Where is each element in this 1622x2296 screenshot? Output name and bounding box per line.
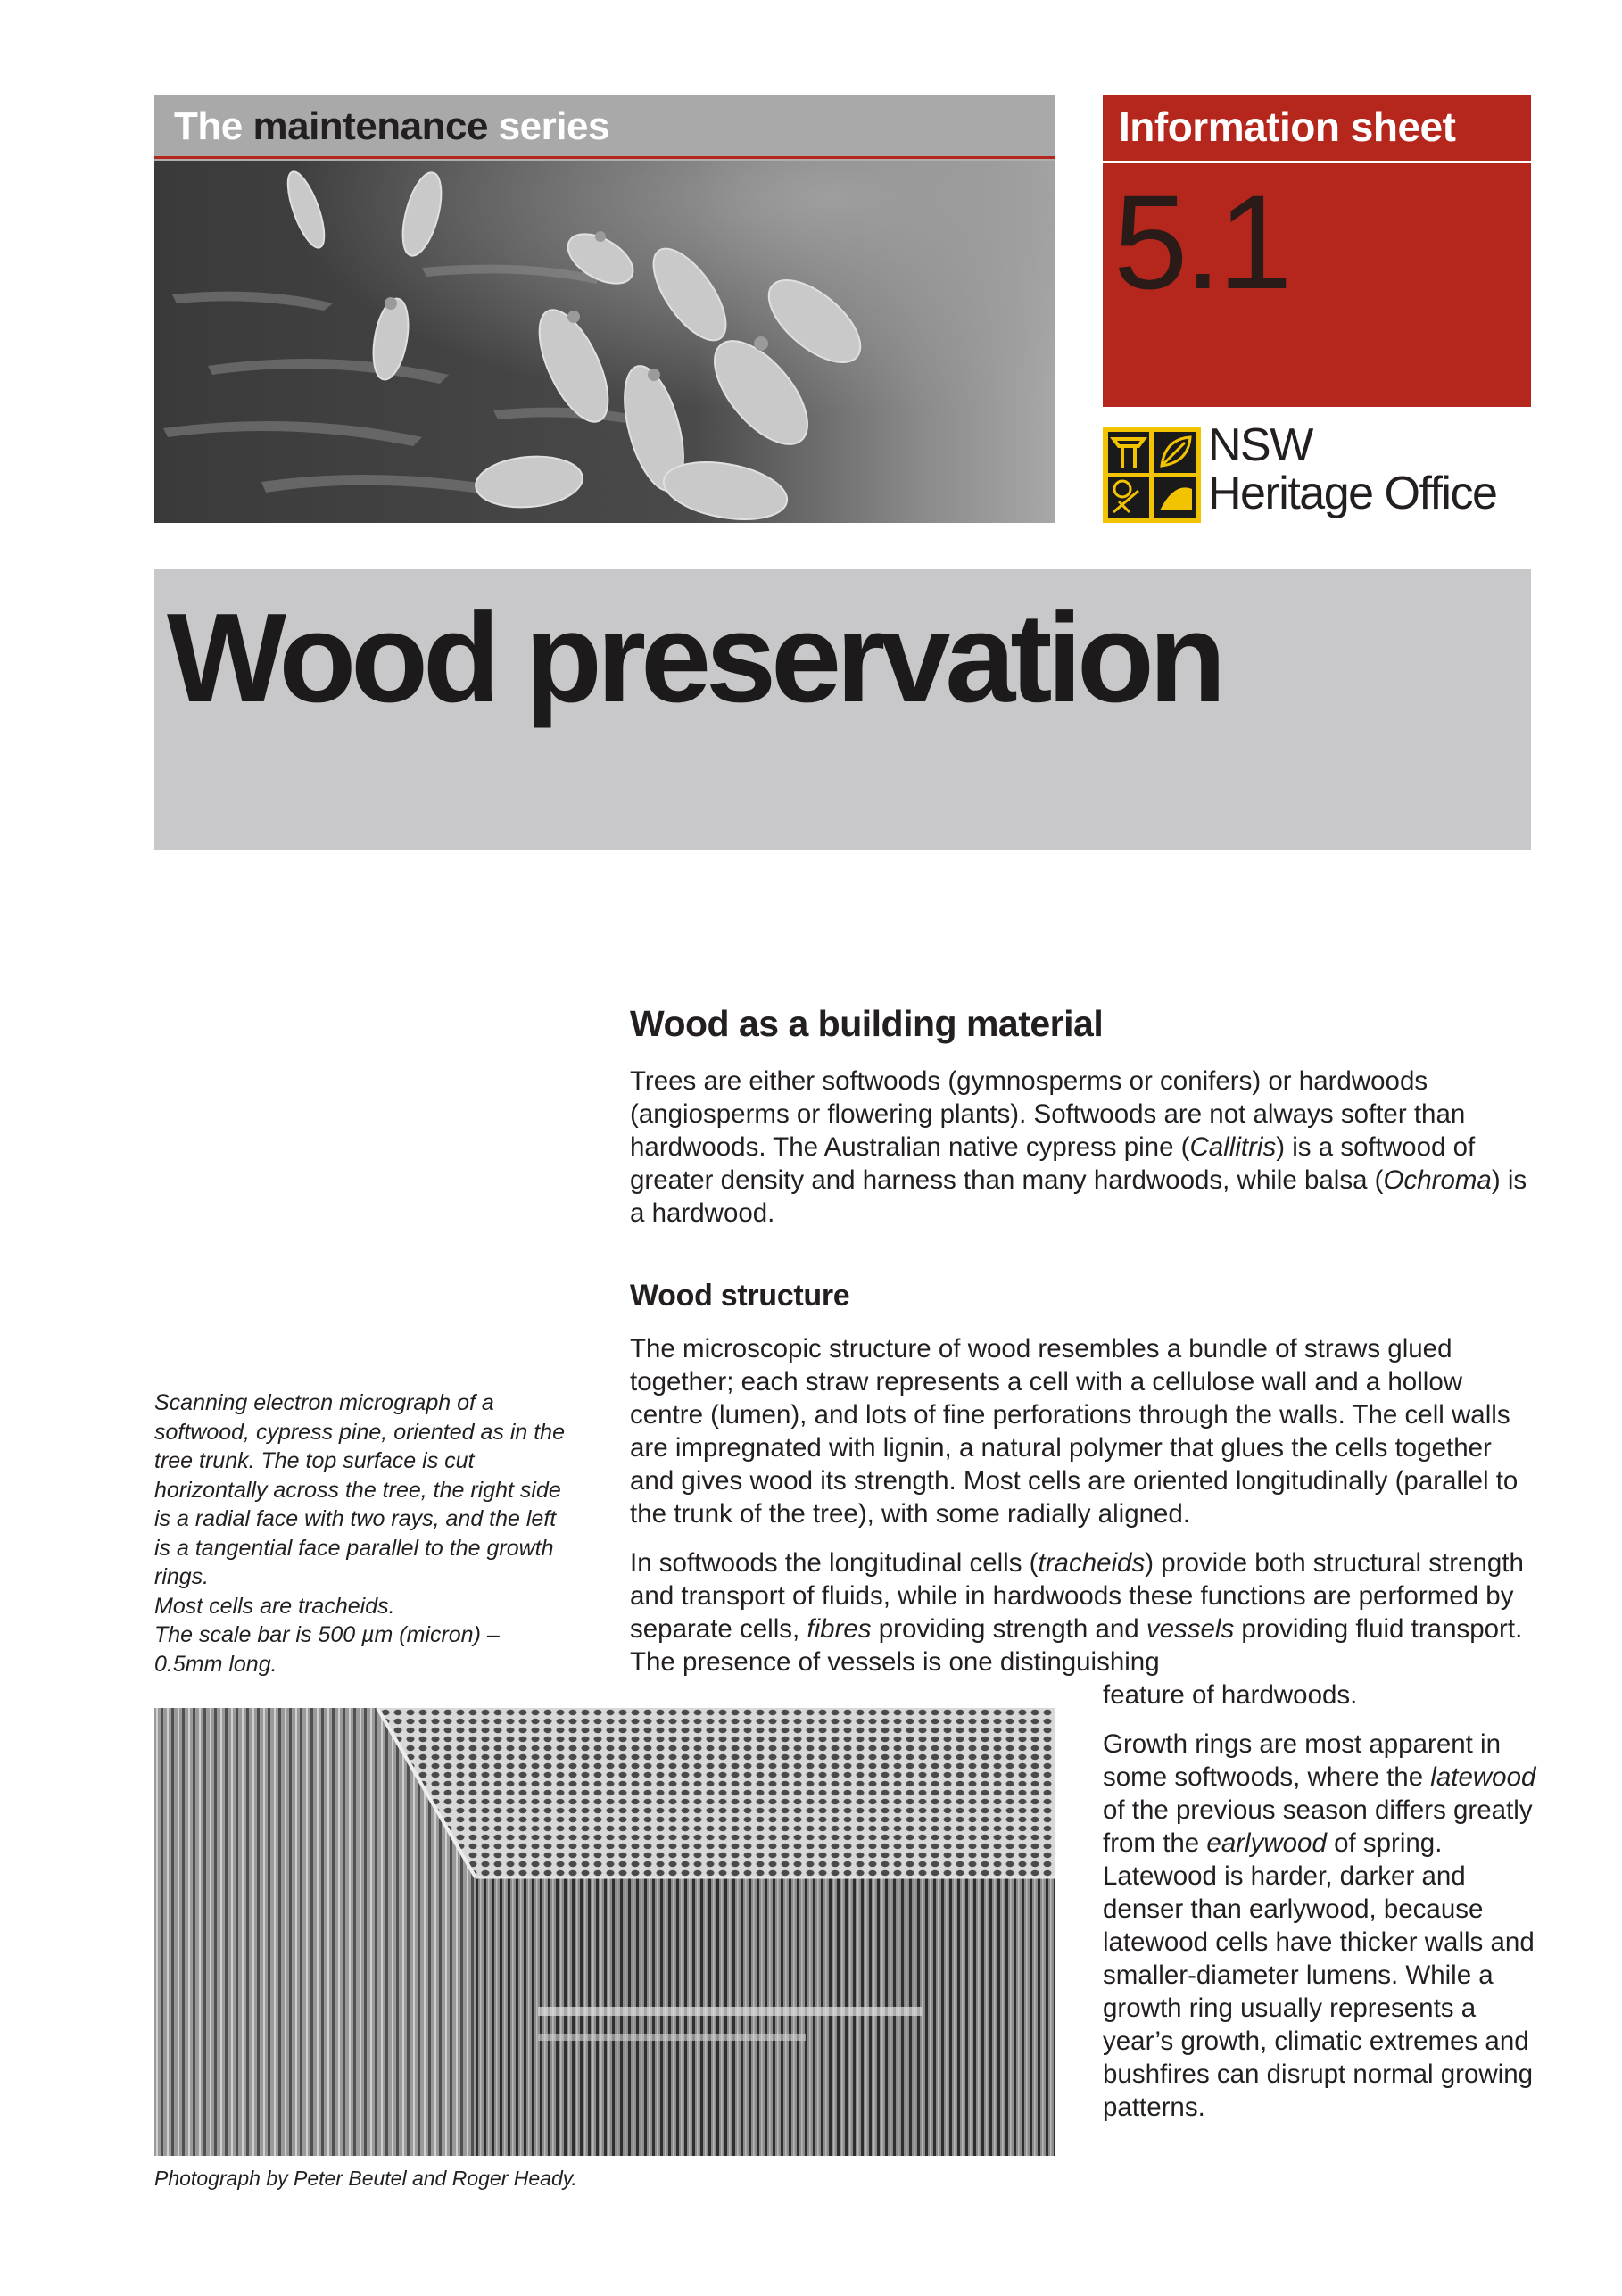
text-run: of spring. Latewood is harder, darker and denser than earlywood, because latewood cells have thicker walls and smaller-diameter lumens. While a growth ring usually represents a year’s growth, climatic extremes and bushfires can disrupt normal growing patterns. xyxy=(1103,1828,1535,2122)
text-run: Growth rings are most apparent in some softwoods, where the xyxy=(1103,1729,1501,1792)
text-run: ) is a hardwood. xyxy=(630,1165,1527,1228)
text-run: ) provide both structural strength and transport of fluids, while in hardwoods these functions are performed by separate cells, xyxy=(630,1548,1524,1644)
text-run: providing fluid transport. The presence of vessels is one distinguishing xyxy=(630,1614,1523,1677)
nsw-heritage-logo-icon xyxy=(1103,427,1201,523)
photo-credit: Photograph by Peter Beutel and Roger Heady. xyxy=(154,2167,577,2190)
text-run: providing strength and xyxy=(871,1614,1146,1644)
paragraph-wood-structure-1: The microscopic structure of wood resembles a bundle of straws glued together; each straw represents a cell with a cellulose wall and a hollow centre (lumen), and lots of fine perforations through the walls. The cell walls are impregnated with lignin, a natural polymer that glues the cells together and gives wood its strength. Most cells are oriented longitudinally (parallel to the trunk of the tree), with some radially aligned. xyxy=(630,1334,1519,1529)
termites-photo xyxy=(154,161,1055,523)
title-band xyxy=(154,569,1531,850)
info-sheet-divider xyxy=(1103,161,1531,163)
italic-term-ochroma: Ochroma xyxy=(1383,1165,1492,1195)
caption-text: Most cells are tracheids. xyxy=(154,1593,395,1619)
paragraph-wood-structure-2-tail: feature of hardwoods. xyxy=(1103,1680,1358,1710)
caption-text: Scanning electron micrograph of a softwood, cypress pine, oriented as in the tree trunk. The top surface is cut horizontally across the tree, the right side is a radial face with two rays, and the left is a tangential face parallel to the growth rings. xyxy=(154,1390,565,1589)
info-sheet-number: 5.1 xyxy=(1113,167,1289,317)
series-word-the: The xyxy=(174,104,243,148)
page-title: Wood preservation xyxy=(167,587,1221,729)
paragraph-wood-structure-2 xyxy=(630,1546,1533,1678)
italic-term-callitris: Callitris xyxy=(1189,1132,1277,1162)
logo-text xyxy=(1208,421,1496,518)
logo-text-heritage: Heritage Office xyxy=(1208,468,1497,519)
italic-term-latewood: latewood xyxy=(1430,1762,1536,1792)
text-run: ) is a softwood of greater density and harness than many hardwoods, while balsa ( xyxy=(630,1132,1476,1195)
italic-term-vessels: vessels xyxy=(1146,1614,1235,1644)
paragraph-growth-rings xyxy=(1103,1728,1540,2124)
caption-text: The scale bar is 500 µm (micron) – 0.5mm long. xyxy=(154,1622,500,1677)
italic-term-earlywood: earlywood xyxy=(1206,1828,1327,1858)
series-word-series: series xyxy=(498,104,609,148)
header-banner xyxy=(154,95,1055,523)
text-run: In softwoods the longitudinal cells ( xyxy=(630,1548,1039,1578)
text-run: Trees are either softwoods (gymnosperms or conifers) or hardwoods (angiosperms or flowering plants). Softwoods are not always softer than hardwoods. The Australian native cypress pine ( xyxy=(630,1066,1466,1162)
info-sheet-box xyxy=(1103,95,1531,407)
series-bar xyxy=(154,95,1055,159)
series-word-name: maintenance xyxy=(252,104,488,148)
section-heading-building-material: Wood as a building material xyxy=(630,1003,1104,1044)
info-sheet-label: Information sheet xyxy=(1119,104,1456,150)
micrograph-image xyxy=(154,1708,1055,2156)
italic-term-tracheids: tracheids xyxy=(1038,1548,1146,1578)
logo-text-nsw: NSW xyxy=(1208,419,1312,471)
paragraph-building-material xyxy=(630,1065,1531,1230)
section-heading-wood-structure: Wood structure xyxy=(630,1279,850,1313)
italic-term-fibres: fibres xyxy=(807,1614,872,1644)
micrograph-caption xyxy=(154,1388,574,1678)
text-run: of the previous season differs greatly from the xyxy=(1103,1795,1533,1858)
